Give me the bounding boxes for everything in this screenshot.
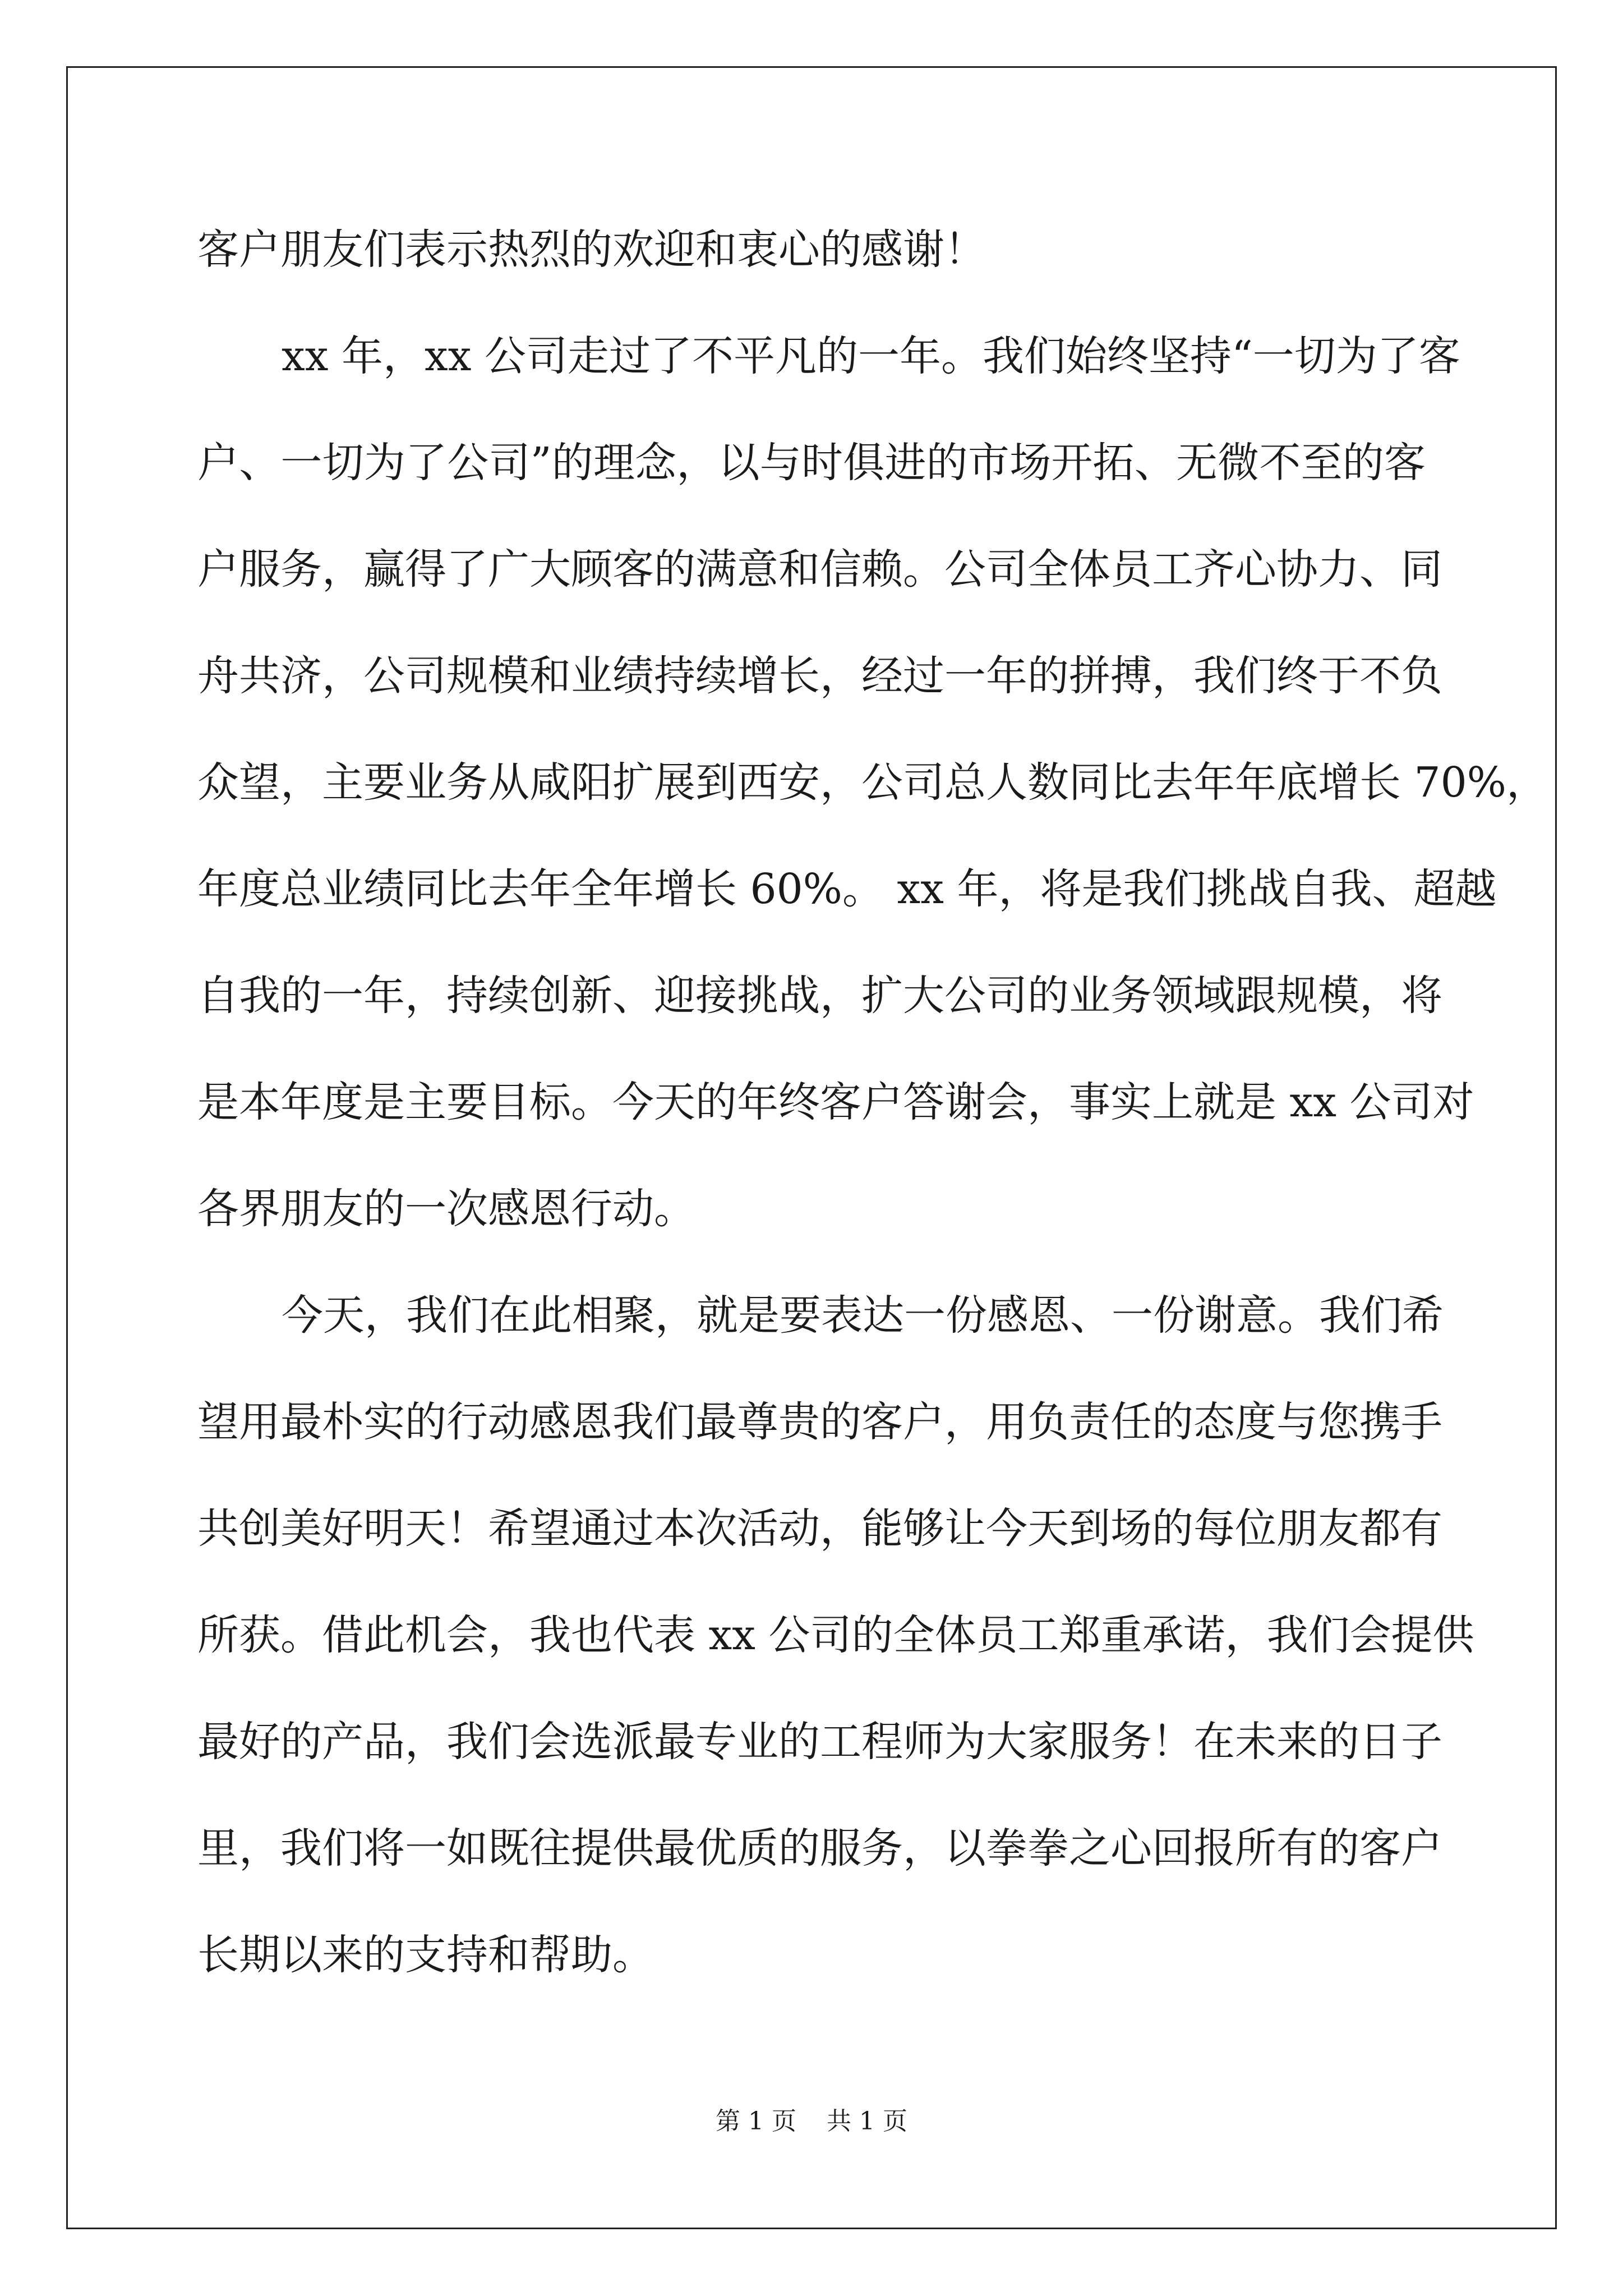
text-line: 望用最朴实的行动感恩我们最尊贵的客户，用负责任的态度与您携手 — [197, 1398, 1442, 1446]
text-line: 自我的一年，持续创新、迎接挑战，扩大公司的业务领域跟规模，将 — [197, 972, 1442, 1020]
text-line: 各界朋友的一次感恩行动。 — [197, 1185, 695, 1233]
text-line: 舟共济，公司规模和业绩持续增长，经过一年的拼搏，我们终于不负 — [197, 652, 1442, 700]
text-line: 里，我们将一如既往提供最优质的服务，以拳拳之心回报所有的客户 — [197, 1824, 1442, 1872]
text-line: xx 年，xx 公司走过了不平凡的一年。我们始终坚持“一切为了客 — [282, 332, 1460, 380]
text-line: 众望，主要业务从咸阳扩展到西安，公司总人数同比去年年底增长 70%， — [197, 758, 1548, 807]
text-line: 客户朋友们表示热烈的欢迎和衷心的感谢！ — [197, 226, 986, 274]
text-line: 最好的产品，我们会选派最专业的工程师为大家服务！在未来的日子 — [197, 1718, 1442, 1766]
text-line: 户服务，赢得了广大顾客的满意和信赖。公司全体员工齐心协力、同 — [197, 545, 1442, 593]
page-total: 共 1 页 — [827, 2107, 907, 2136]
text-line: 是本年度是主要目标。今天的年终客户答谢会，事实上就是 xx 公司对 — [197, 1078, 1474, 1126]
text-line: 长期以来的支持和帮助。 — [197, 1931, 654, 1979]
text-line: 户、一切为了公司”的理念，以与时俱进的市场开拓、无微不至的客 — [197, 439, 1426, 487]
text-line: 今天，我们在此相聚，就是要表达一份感恩、一份谢意。我们希 — [282, 1291, 1444, 1340]
text-line: 年度总业绩同比去年全年增长 60%。 xx 年，将是我们挑战自我、超越 — [197, 865, 1497, 913]
page-number: 第 1 页 — [716, 2107, 796, 2136]
text-line: 所获。借此机会，我也代表 xx 公司的全体员工郑重承诺，我们会提供 — [197, 1611, 1474, 1659]
text-line: 共创美好明天！希望通过本次活动，能够让今天到场的每位朋友都有 — [197, 1504, 1442, 1553]
page-footer — [0, 2101, 1623, 2137]
document-body — [197, 208, 1548, 2019]
